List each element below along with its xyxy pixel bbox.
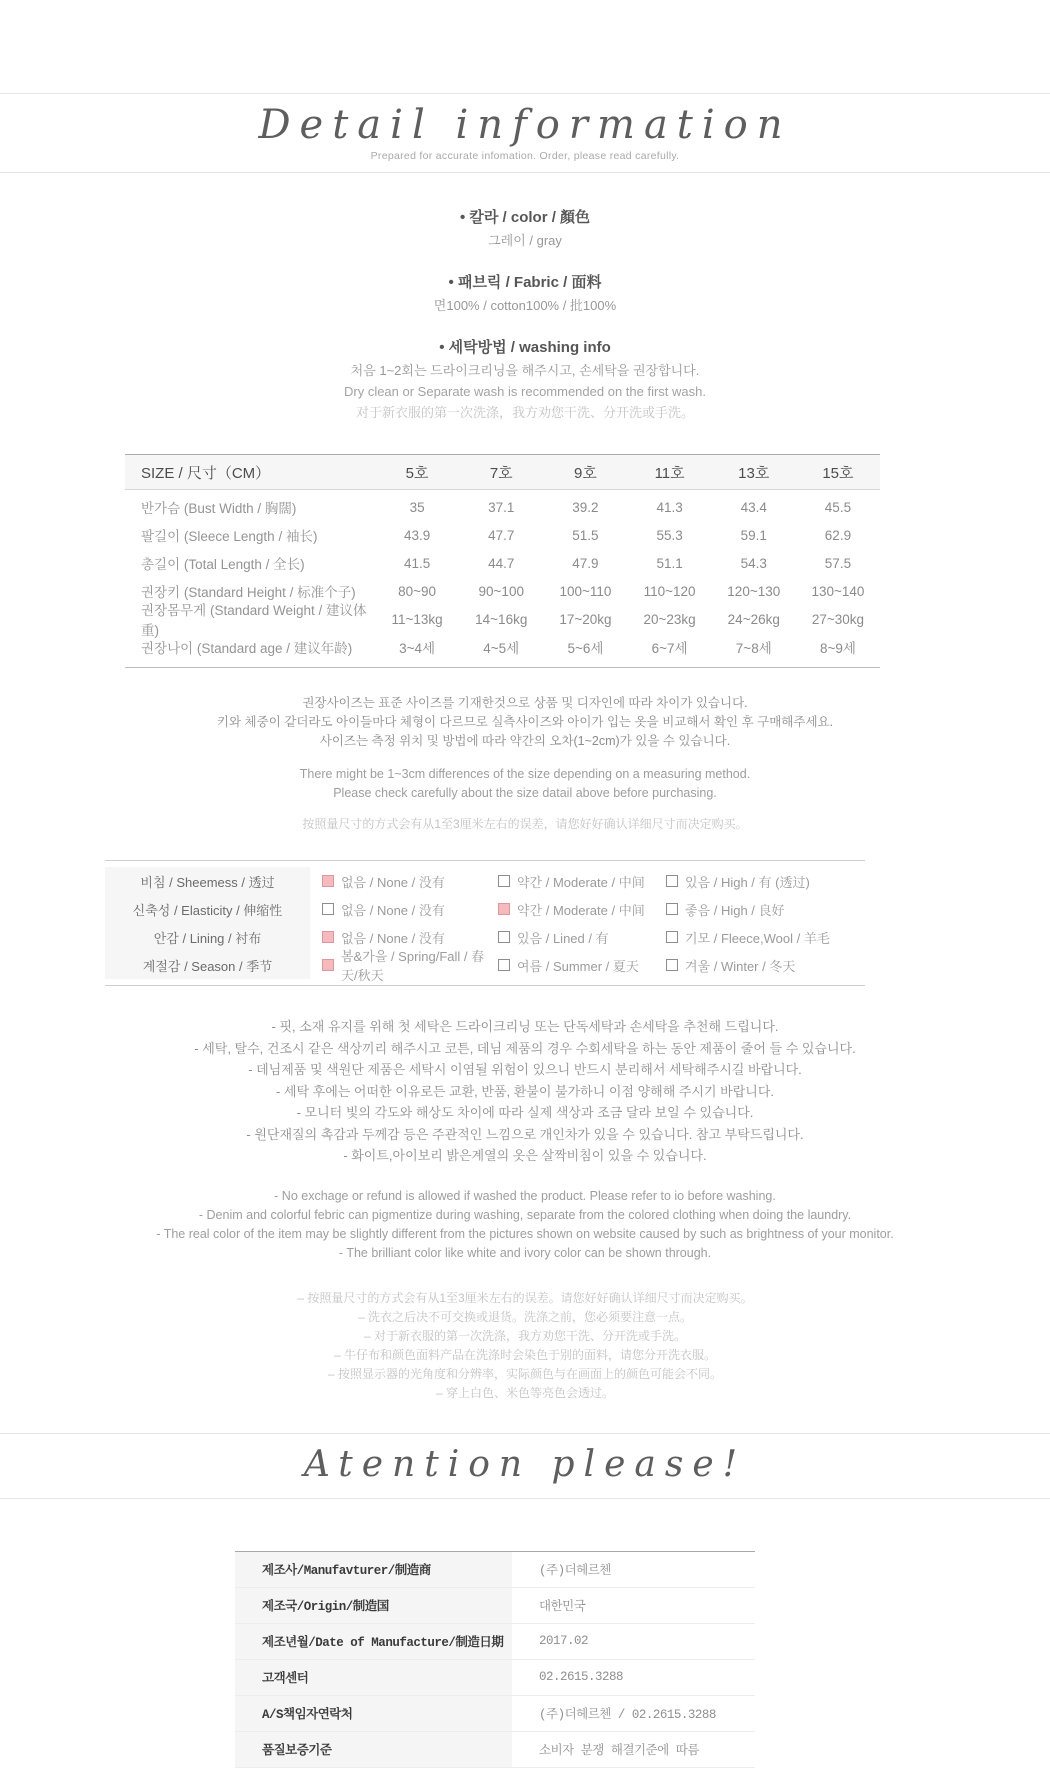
as-contact-value: (주)더헤르첸 / 02.2615.3288 — [539, 1708, 716, 1722]
washing-line-cn: 对于新衣服的第一次洗涤，我方劝您干洗、分开洗或手洗。 — [355, 405, 694, 420]
size-notes-english — [0, 765, 1050, 803]
washing-line-en: Dry clean or Separate wash is recommended on the first wash. — [343, 384, 706, 399]
note-line: – 牛仔布和颜色面料产品在洗涤时会染色于别的面料，请您分开洗衣服。 — [333, 1347, 716, 1362]
note-line: - 원단재질의 촉감과 두께감 등은 주관적인 느낌으로 개인차가 있을 수 있습니다. 참고 부탁드립니다. — [246, 1126, 804, 1142]
cell: 43.9 — [403, 527, 431, 543]
attribute-option — [666, 872, 865, 891]
checkbox-icon[interactable] — [322, 959, 334, 971]
option-label: 없음 / None / 没有 — [341, 902, 445, 918]
table-row — [125, 493, 880, 521]
as-contact-label: A/S책임자연락처 — [235, 1696, 512, 1731]
origin-value: 대한민국 — [539, 1600, 586, 1614]
cell: 80~90 — [398, 583, 437, 599]
page-header — [0, 94, 1050, 172]
attribute-label: 계절감 / Season / 季节 — [105, 951, 310, 979]
cell: 7~8세 — [735, 641, 772, 656]
cell: 43.4 — [740, 499, 767, 515]
row-label: 권장키 (Standard Height / 标准个子) — [141, 585, 356, 600]
size-col-header: 11호 — [654, 464, 685, 482]
table-row — [125, 521, 880, 549]
cell: 51.5 — [572, 527, 599, 543]
manufacturer-table — [235, 1551, 755, 1768]
cell: 8~9세 — [819, 641, 856, 656]
table-row — [125, 549, 880, 577]
note-line: - 세탁 후에는 어떠한 이유로든 교환, 반품, 환불이 불가하니 이점 양해해 주시기 바랍니다. — [275, 1083, 775, 1099]
table-row — [235, 1696, 755, 1732]
cell: 6~7세 — [651, 641, 688, 656]
note-line: 按照量尺寸的方式会有从1至3厘米左右的误差，请您好好确认详细尺寸而决定购买。 — [302, 817, 748, 831]
row-label: 반가슴 (Bust Width / 胸闊) — [141, 501, 297, 516]
row-label: 팔길이 (Sleece Length / 袖长) — [141, 529, 318, 544]
table-row — [125, 633, 880, 661]
cell: 41.5 — [403, 555, 431, 571]
washing-info — [0, 337, 1050, 422]
product-info-block — [0, 207, 1050, 422]
cell: 130~140 — [811, 583, 865, 599]
divider-header — [0, 172, 1050, 173]
warranty-value: 소비자 분쟁 해결기준에 따름 — [539, 1744, 699, 1758]
size-col-header: 5호 — [405, 464, 429, 482]
option-label: 기모 / Fleece,Wool / 羊毛 — [685, 930, 830, 946]
size-col-header: 9호 — [574, 464, 597, 482]
option-label: 좋음 / High / 良好 — [685, 902, 785, 918]
attention-title: Atention please! — [303, 1443, 747, 1485]
note-line: 권장사이즈는 표준 사이즈를 기재한것으로 상품 및 디자인에 따라 차이가 있습니다. — [302, 696, 748, 710]
option-label: 약간 / Moderate / 中间 — [517, 874, 645, 890]
cell: 59.1 — [740, 527, 767, 543]
size-table — [125, 454, 880, 668]
checkbox-icon[interactable] — [498, 931, 510, 943]
cell: 54.3 — [740, 555, 767, 571]
option-label: 봄&가을 / Spring/Fall / 春天/秋天 — [341, 949, 485, 983]
cell: 17~20kg — [559, 611, 612, 627]
checkbox-icon[interactable] — [666, 959, 678, 971]
cell: 57.5 — [824, 555, 852, 571]
note-line: 키와 체중이 같더라도 아이들마다 체형이 다르므로 실측사이즈와 아이가 입는 옷을 비교해서 확인 후 구매해주세요. — [216, 715, 834, 729]
checkbox-icon[interactable] — [322, 931, 334, 943]
table-row — [125, 603, 880, 638]
cell: 55.3 — [656, 527, 683, 543]
cell: 24~26kg — [727, 611, 780, 627]
checkbox-icon[interactable] — [498, 903, 510, 915]
size-col-header: 7호 — [489, 464, 513, 482]
origin-label: 제조국/Origin/制造国 — [235, 1588, 512, 1623]
size-table-body — [125, 490, 880, 668]
cell: 35 — [409, 499, 425, 515]
attributes-table — [105, 860, 865, 986]
table-row — [235, 1732, 755, 1768]
note-line: There might be 1~3cm differences of the size depending on a measuring method. — [299, 767, 751, 781]
note-line: - The brilliant color like white and ivory color can be shown through. — [338, 1245, 712, 1260]
note-line: - 화이트,아이보리 밝은계열의 옷은 살짝비침이 있을 수 있습니다. — [343, 1148, 707, 1163]
note-line: - 모니터 빛의 각도와 해상도 차이에 따라 실제 색상과 조금 달라 보일 수 있습니다. — [296, 1105, 754, 1120]
note-line: – 按照量尺寸的方式会有从1至3厘米左右的误差。请您好好确认详细尺寸而决定购买。 — [297, 1290, 753, 1305]
cell: 3~4세 — [399, 641, 436, 656]
attribute-option — [498, 956, 666, 975]
manufacturer-label: 제조사/Manufavturer/制造商 — [235, 1552, 512, 1587]
checkbox-icon[interactable] — [666, 931, 678, 943]
manufacture-date-value: 2017.02 — [539, 1634, 589, 1648]
cell: 47.7 — [488, 527, 515, 543]
size-notes-chinese — [0, 815, 1050, 834]
row-label: 총길이 (Total Length / 全长) — [141, 557, 305, 572]
cell: 90~100 — [478, 583, 524, 599]
note-line: – 对于新衣服的第一次洗涤，我方劝您干洗、分开洗或手洗。 — [363, 1328, 686, 1343]
attribute-option — [666, 900, 865, 919]
attribute-option — [498, 928, 666, 947]
row-label: 권장몸무게 (Standard Weight / 建议体重) — [141, 603, 367, 638]
manufacturer-value: (주)더헤르첸 — [539, 1564, 611, 1578]
cell: 27~30kg — [811, 611, 865, 627]
option-label: 약간 / Moderate / 中间 — [517, 902, 645, 918]
fabric-value: 면100% / cotton100% / 批100% — [433, 298, 617, 313]
checkbox-icon[interactable] — [498, 875, 510, 887]
cell: 44.7 — [488, 555, 515, 571]
checkbox-icon[interactable] — [666, 875, 678, 887]
customer-center-value: 02.2615.3288 — [539, 1670, 624, 1684]
attribute-option — [310, 928, 498, 947]
cell: 110~120 — [643, 583, 696, 599]
option-label: 여름 / Summer / 夏天 — [517, 958, 639, 974]
size-table-header — [125, 454, 880, 490]
manufacture-date-label: 제조년월/Date of Manufacture/制造日期 — [235, 1624, 512, 1659]
note-line: - The real color of the item may be slightly different from the pictures shown on website caused by such as brightness of your monitor. — [156, 1226, 894, 1241]
cell: 62.9 — [824, 527, 852, 543]
warranty-label: 품질보증기준 — [235, 1732, 512, 1767]
note-line: – 穿上白色、米色等亮色会透过。 — [435, 1385, 614, 1400]
attention-header — [0, 1434, 1050, 1498]
table-row — [235, 1624, 755, 1660]
option-label: 겨울 / Winter / 冬天 — [685, 958, 796, 974]
row-label: 권장나이 (Standard age / 建议年龄) — [141, 641, 353, 656]
checkbox-icon[interactable] — [322, 903, 334, 915]
size-notes-korean — [0, 694, 1050, 751]
attribute-label: 안감 / Lining / 衬布 — [105, 923, 310, 951]
table-row — [235, 1588, 755, 1624]
size-col-header: 15호 — [822, 464, 854, 482]
attribute-option — [666, 956, 865, 975]
cell: 41.3 — [656, 499, 683, 515]
attribute-label: 신축성 / Elasticity / 伸缩性 — [105, 895, 310, 923]
page-subtitle: Prepared for accurate infomation. Order, please read carefully. — [370, 150, 680, 162]
note-line: Please check carefully about the size datail above before purchasing. — [333, 786, 717, 800]
top-whitespace — [0, 0, 1050, 93]
note-line: - 데님제품 및 색원단 제품은 세탁시 이염될 위험이 있으니 반드시 분리해서 세탁해주시길 바랍니다. — [248, 1062, 802, 1077]
divider-attention-bottom — [0, 1498, 1050, 1499]
attribute-option — [498, 900, 666, 919]
page-title: Detail information — [258, 102, 792, 148]
note-line: - 세탁, 탈수, 건조시 같은 색상끼리 해주시고 코튼, 데님 제품의 경우 수회세탁을 하는 동안 제품이 줄어 들 수 있습니다. — [194, 1040, 856, 1056]
note-line: – 洗衣之后决不可交换或退货。洗涤之前，您必须要注意一点。 — [357, 1309, 692, 1324]
customer-center-label: 고객센터 — [235, 1660, 512, 1695]
cell: 47.9 — [572, 555, 599, 571]
note-line: - No exchage or refund is allowed if washed the product. Please refer to io before washing. — [274, 1188, 776, 1203]
table-row — [235, 1552, 755, 1588]
attribute-label: 비침 / Sheemess / 透过 — [105, 867, 310, 895]
care-notes-korean — [0, 1016, 1050, 1167]
washing-heading: • 세탁방법 / washing info — [439, 339, 611, 356]
cell: 51.1 — [656, 555, 683, 571]
note-line: - 핏, 소재 유지를 위해 첫 세탁은 드라이크리닝 또는 단독세탁과 손세탁을 추천해 드립니다. — [271, 1019, 779, 1034]
attribute-row-season — [105, 949, 865, 983]
option-label: 있음 / Lined / 有 — [517, 930, 609, 946]
option-label: 없음 / None / 没有 — [341, 874, 445, 890]
size-table-title: SIZE / 尺寸（CM） — [141, 464, 271, 482]
cell: 11~13kg — [391, 611, 443, 627]
attribute-option — [310, 900, 498, 919]
attribute-option — [310, 872, 498, 891]
attribute-option — [666, 928, 865, 947]
checkbox-icon[interactable] — [666, 903, 678, 915]
checkbox-icon[interactable] — [498, 959, 510, 971]
cell: 120~130 — [727, 583, 781, 599]
option-label: 없음 / None / 没有 — [341, 930, 445, 946]
fabric-heading: • 패브릭 / Fabric / 面料 — [448, 274, 602, 291]
cell: 20~23kg — [643, 611, 696, 627]
attribute-option — [498, 872, 666, 891]
cell: 45.5 — [824, 499, 852, 515]
color-value: 그레이 / gray — [488, 233, 562, 248]
cell: 4~5세 — [483, 641, 520, 656]
option-label: 있음 / High / 有 (透过) — [685, 874, 810, 890]
checkbox-icon[interactable] — [322, 875, 334, 887]
care-notes-chinese — [0, 1289, 1050, 1403]
table-row — [235, 1660, 755, 1696]
attribute-row-sheerness — [105, 867, 865, 895]
cell: 14~16kg — [475, 611, 528, 627]
attribute-option — [310, 946, 498, 984]
cell: 39.2 — [572, 499, 599, 515]
cell: 37.1 — [488, 499, 515, 515]
cell: 100~110 — [559, 583, 612, 599]
color-heading: • 칼라 / color / 顏色 — [459, 209, 591, 226]
note-line: 사이즈는 측정 위치 및 방법에 따라 약간의 오차(1~2cm)가 있을 수 있습니다. — [319, 734, 731, 748]
attribute-row-elasticity — [105, 895, 865, 923]
note-line: - Denim and colorful febric can pigmentize during washing, separate from the colored clothing when doing the laundry. — [198, 1207, 852, 1222]
cell: 5~6세 — [567, 641, 604, 656]
fabric-info — [0, 272, 1050, 315]
color-info — [0, 207, 1050, 250]
note-line: – 按照显示器的光角度和分辨率，实际颜色与在画面上的颜色可能会不同。 — [327, 1366, 722, 1381]
size-col-header: 13호 — [738, 464, 770, 482]
care-notes-english — [0, 1187, 1050, 1263]
washing-line-ko: 처음 1~2회는 드라이크리닝을 해주시고, 손세탁을 권장합니다. — [350, 363, 700, 378]
